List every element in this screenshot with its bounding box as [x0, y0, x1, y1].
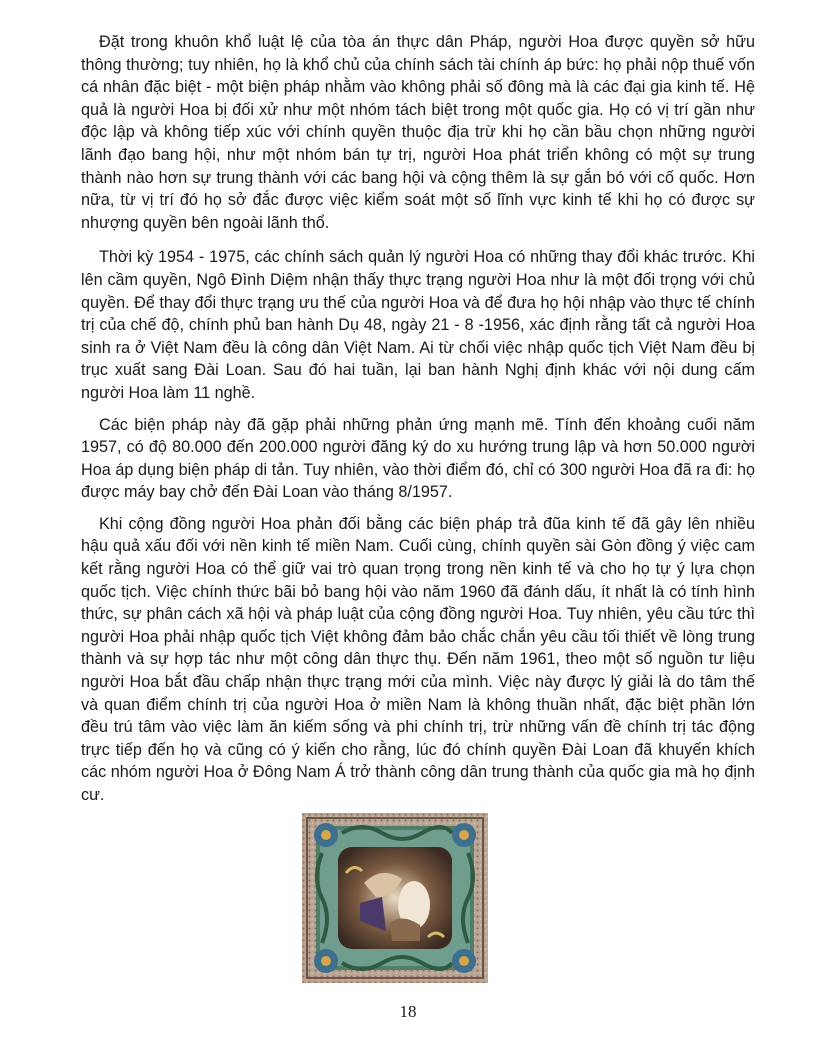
paragraph-3: Các biện pháp này đã gặp phải những phản ứng mạnh mẽ. Tính đến khoảng cuối năm 1957, có độ 80.000 đến 200.000 người đăng ký do xu hướng trung lập và hơn 50.000 người Hoa áp dụng biện pháp di tản. Tuy nhiên, vào thời điểm đó, chỉ có 300 người Hoa đã ra đi: họ được máy bay chở đến Đài Loan vào tháng 8/1957.	[81, 415, 755, 502]
page-number: 18	[399, 1002, 417, 1021]
document-body	[81, 31, 755, 816]
paragraph-4: Khi cộng đồng người Hoa phản đối bằng các biện pháp trả đũa kinh tế đã gây lên nhiều hậu quả xấu đối với nền kinh tế miền Nam. Cuối cùng, chính quyền sài Gòn đồng ý việc cam kết rằng người Hoa có thể giữ vai trò quan trọng trong nền kinh tế và cho họ tự ý lựa chọn quốc tịch. Việc chính thức bãi bỏ bang hội vào năm 1960 đã đánh dấu, ít nhất là có tính hình thức, sự phân cách xã hội và pháp luật của cộng đồng người Hoa. Tuy nhiên, yêu cầu tức thì người Hoa phải nhập quốc tịch Việt không đảm bảo chắc chắn yêu cầu tối thiết về lòng trung thành và sự hợp tác như một công dân thực thụ. Đến năm 1961, theo một số nguồn tư liệu người Hoa bắt đầu chấp nhận thực trạng mới của mình. Việc này được lý giải là do tâm thế và quan điểm chính trị của người Hoa ở miền Nam là không thuần nhất, đặc biệt phần lớn đều trú tâm vào việc làm ăn kiếm sống và phi chính trị, trừ những vấn đề chính trị tác động trực tiếp đến họ và cũng có ý kiến cho rằng, lúc đó chính quyền Đài Loan đã khuyến khích các nhóm người Hoa ở Đông Nam Á trở thành công dân trung thành của quốc gia mà họ định cư.	[81, 514, 755, 804]
paragraph-1: Đặt trong khuôn khổ luật lệ của tòa án thực dân Pháp, người Hoa được quyền sở hữu thông thường; tuy nhiên, họ là khổ chủ của chính sách tài chính áp bức: họ phải nộp thuế vốn cá nhân đặc biệt - một biện pháp nhằm vào không phải số đông mà là các đại gia kinh tế. Hệ quả là người Hoa bị đối xử như một nhóm tách biệt trong một quốc gia. Họ có vị trí gần như độc lập và không tiếp xúc với chính quyền thuộc địa trừ khi họ cần bầu chọn những người lãnh đạo bang hội, như một nhóm bán tự trị, người Hoa phát triển không có một sự trung thành nào hơn sự trung thành với các bang hội và cộng thêm là sự gắn bó với cố quốc. Hơn nữa, từ vị trí đó họ sở đắc được việc kiểm soát một số lĩnh vực kinh tế khi họ có được sự nhượng quyền bên ngoài lãnh thổ.	[81, 33, 755, 232]
paragraph-2: Thời kỳ 1954 - 1975, các chính sách quản lý người Hoa có những thay đổi khác trước. Khi lên cầm quyền, Ngô Đình Diệm nhận thấy thực trạng người Hoa như là một đối trọng với chủ quyền. Để thay đổi thực trạng ưu thế của người Hoa và để đưa họ hội nhập vào thực tế chính trị của chế độ, chính phủ ban hành Dụ 48, ngày 21 - 8 -1956, xác định rằng tất cả người Hoa sinh ra ở Việt Nam đều là công dân Việt Nam. Ai từ chối việc nhập quốc tịch Việt Nam đều bị trục xuất sang Đài Loan. Sau đó hai tuần, lại ban hành Nghị định khác với nội dung cấm người Hoa làm 11 nghề.	[81, 248, 755, 402]
ornamental-ceramic-tile-image	[302, 813, 488, 983]
